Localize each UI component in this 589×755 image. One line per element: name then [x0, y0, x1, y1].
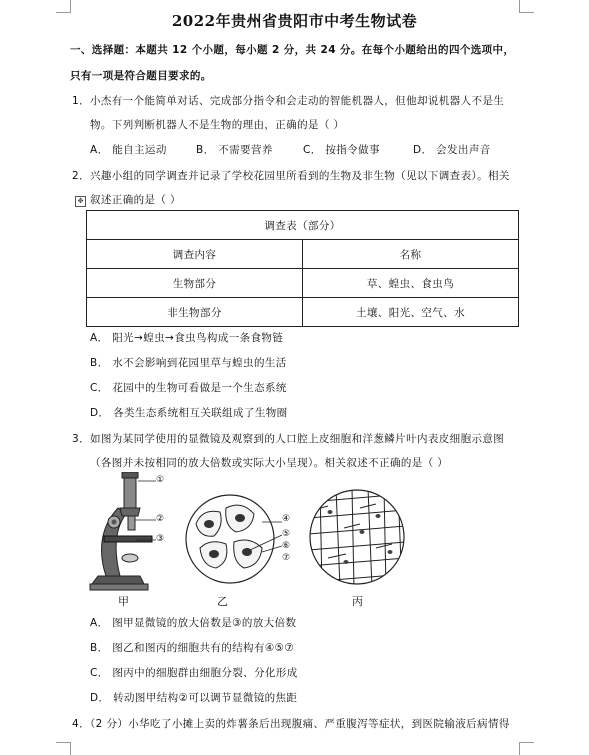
q2-option-b[interactable]: B． 水不会影响到花园里草与蝗虫的生活 [90, 357, 287, 369]
q3-option-a[interactable]: A． 图甲显微镜的放大倍数是③的放大倍数 [90, 617, 297, 629]
table-cell: 生物部分 [87, 269, 303, 298]
crop-mark-bottom-right [519, 742, 534, 755]
marker-3: ③ [156, 534, 165, 544]
table-cell: 土壤、阳光、空气、水 [303, 298, 519, 327]
crop-mark-bottom-left [56, 742, 71, 755]
table-header-cell: 调查内容 [87, 240, 303, 269]
q2-option-a[interactable]: A． 阳光→蝗虫→食虫鸟构成一条食物链 [90, 332, 284, 344]
table-header-cell: 名称 [303, 240, 519, 269]
table-row [87, 240, 519, 269]
page-title: 2022年贵州省贵阳市中考生物试卷 [171, 12, 418, 30]
table-cell: 草、蝗虫、食虫鸟 [303, 269, 519, 298]
q2-stem-line1: 2．兴趣小组的同学调查并记录了学校花园里所看到的生物及非生物（见以下调查表）。相关 [72, 170, 510, 182]
marker-6: ⑥ [282, 541, 291, 551]
marker-4: ④ [282, 514, 291, 524]
q2-stem-line2: 叙述正确的是（ ） [90, 194, 181, 206]
section-heading-line1: 一、选择题：本题共 12 个小题，每小题 2 分，共 24 分。在每个小题给出的四个选项中， [70, 44, 515, 56]
section-heading-line2: 只有一项是符合题目要求的。 [70, 70, 212, 82]
q1-stem-line2: 物。下列判断机器人不是生物的理由，正确的是（ ） [90, 119, 345, 131]
marker-2: ② [156, 514, 165, 524]
q3-option-d[interactable]: D． 转动图甲结构②可以调节显微镜的焦距 [90, 692, 298, 704]
table-cell: 非生物部分 [87, 298, 303, 327]
q3-stem-line1: 3．如图为某同学使用的显微镜及观察到的人口腔上皮细胞和洋葱鳞片叶内表皮细胞示意图 [72, 433, 505, 445]
marker-1: ① [156, 475, 165, 485]
table-caption-cell: 调查表（部分） [87, 211, 519, 240]
q3-option-c[interactable]: C． 图丙中的细胞群由细胞分裂、分化形成 [90, 667, 298, 679]
cheek-cells-figure [182, 492, 284, 586]
table-row [87, 298, 519, 327]
q1-option-c[interactable]: C． 按指令做事 [303, 144, 380, 156]
table-move-handle-icon[interactable]: ✥ [75, 196, 86, 207]
figure-label-yi: 乙 [217, 595, 228, 608]
figure-label-jia: 甲 [118, 595, 129, 608]
q1-stem-line1: 1．小杰有一个能简单对话、完成部分指令和会走动的智能机器人，但他却说机器人不是生 [72, 95, 505, 107]
q3-stem-line2: （各图并未按相同的放大倍数或实际大小呈现）。相关叙述不正确的是（ ） [90, 457, 449, 469]
table-row [87, 269, 519, 298]
marker-7: ⑦ [282, 553, 291, 563]
q4-stem-line1: 4．（2 分）小华吃了小摊上卖的炸薯条后出现腹痛、严重腹泻等症状，到医院输液后病情得 [72, 718, 510, 730]
q3-option-b[interactable]: B． 图乙和图丙的细胞共有的结构有④⑤⑦ [90, 642, 295, 654]
onion-cells-figure [306, 488, 408, 586]
q2-option-d[interactable]: D． 各类生态系统相互关联组成了生物圈 [90, 407, 288, 419]
q1-option-b[interactable]: B． 不需要营养 [196, 144, 273, 156]
q1-option-d[interactable]: D． 会发出声音 [413, 144, 491, 156]
microscope-figure [84, 472, 184, 594]
figure-label-bing: 丙 [352, 595, 363, 608]
q1-option-a[interactable]: A． 能自主运动 [90, 144, 167, 156]
q2-option-c[interactable]: C． 花园中的生物可看做是一个生态系统 [90, 382, 287, 394]
survey-table [86, 210, 519, 327]
marker-5: ⑤ [282, 529, 291, 539]
table-row [87, 211, 519, 240]
